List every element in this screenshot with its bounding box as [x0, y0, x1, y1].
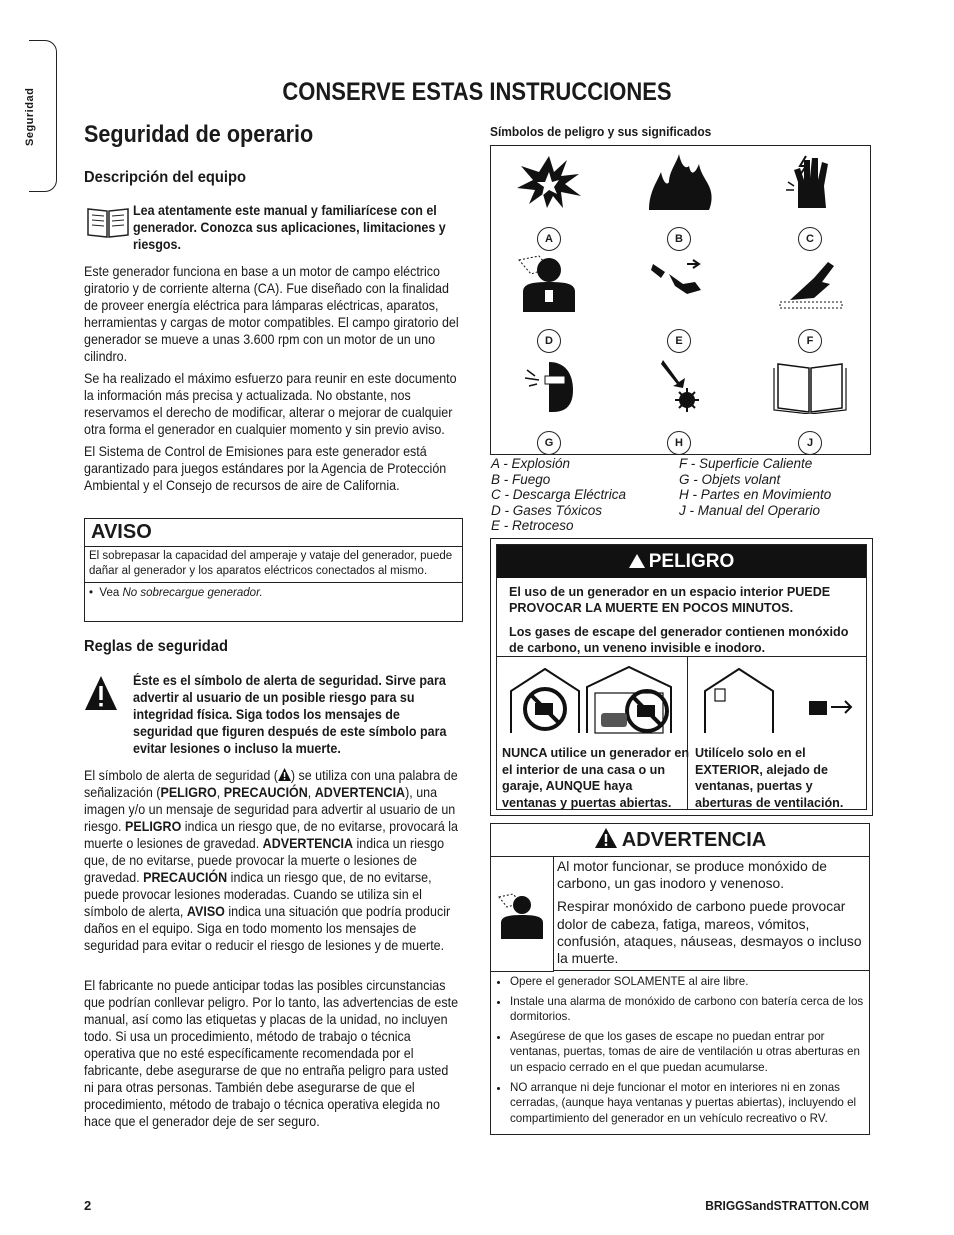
symbol-letter: J [798, 431, 822, 455]
descripcion-heading: Descripción del equipo [84, 169, 246, 186]
website: BRIGGSandSTRATTON.COM [705, 1198, 869, 1213]
peligro-line2: Los gases de escape del generador contienen monóxido de carbono, un veneno invisible e inodoro. [509, 625, 849, 655]
electric-shock-icon [770, 152, 850, 210]
peligro-title: PELIGRO [648, 551, 735, 572]
symbol-letter: C [798, 227, 822, 251]
legend-item: G - Objets volant [679, 471, 781, 487]
legend-item: H - Partes en Movimiento [679, 487, 832, 503]
flying-objects-icon [509, 356, 589, 414]
aviso-text: El sobrepasar la capacidad del amperaje y vataje del generador, puede dañar al generador y los aparatos eléctricos conectados al mismo. [85, 547, 462, 583]
signal-text: indica un riesgo que, de no evitarse, provocará la muerte o lesiones de gravedad. [84, 819, 459, 851]
legend-item: J - Manual del Operario [679, 502, 821, 518]
symbol-letter: E [667, 329, 691, 353]
signal-word-precaucion: PRECAUCIÓN [223, 785, 308, 800]
page-number: 2 [84, 1198, 92, 1213]
side-tab-label: Seguridad [24, 87, 36, 146]
symbol-f [770, 254, 850, 353]
peligro-alert-icon [629, 554, 645, 568]
symbol-b [639, 152, 719, 251]
symbol-letter: A [537, 227, 561, 251]
paragraph-3: El Sistema de Control de Emisiones para este generador está garantizado para juegos estándares por la Agencia de Protección Ambiental y el Consejo de recursos de aire de California. [84, 444, 447, 493]
advertencia-alert-icon [594, 827, 618, 849]
paragraph-1: Este generador funciona en base a un motor de campo eléctrico giratorio y de corriente alterna (CA). Fue diseñado con la finalidad de proveer energía eléctrica para lámparas eléctricas, aparatos, herramientas y cargas de motor compatibles. El campo giratorio del generador se mueve a unas 3.600 rpm con un motor de un uno cilindro. [84, 264, 459, 364]
legend-item: F - Superficie Caliente [679, 456, 813, 471]
section-title: Seguridad de operario [84, 121, 314, 148]
moving-parts-icon [639, 356, 719, 414]
paragraph-2: Se ha realizado el máximo esfuerzo para reunir en este documento la información más precisa y actualizada. No obstante, nos reservamos el derecho de modificar, alterar o mejorar de cualquier otra forma el generador en cualquier momento y sin previo aviso. [84, 371, 457, 437]
manual-note: Lea atentamente este manual y familiarícese con el generador. Conozca sus aplicaciones, limitaciones y riesgos. [133, 203, 446, 252]
symbol-h [639, 356, 719, 455]
safety-alert-inline-icon [278, 768, 291, 781]
symbol-letter: D [537, 329, 561, 353]
signal-text: indica un riesgo que, de no evitarse, puede provocar lesiones moderadas. Cuando se utiliza sin el símbolo de alerta, [84, 870, 432, 919]
legend-item: A - Explosión [491, 456, 571, 471]
advertencia-bullets [491, 974, 869, 1130]
operator-manual-icon [770, 356, 850, 414]
advertencia-text [553, 857, 869, 971]
peligro-header [497, 545, 866, 578]
aviso-bullet: • Vea No sobrecargue generador. [89, 587, 263, 599]
signal-text: indica una situación que podría producir daños en el equipo. Siga en todo momento los mensajes de seguridad para evitar o reducir el riesgo de lesiones y de muerte. [84, 904, 451, 953]
signal-word-peligro: PELIGRO [160, 785, 217, 800]
legend-right [679, 456, 831, 518]
signal-words-paragraph [84, 767, 461, 954]
symbol-e [639, 254, 719, 353]
advertencia-bullet: • NO arranque ni deje funcionar el motor en interiores ni en zonas cerradas, (aunque haya ventanas y puertas abiertas), incluyendo el compartimiento del generador en un vehículo recreativo o RV. [510, 1080, 865, 1127]
signal-word-advertencia: ADVERTENCIA [314, 785, 406, 800]
advertencia-box [490, 823, 870, 1135]
legend-item: C - Descarga Eléctrica [491, 487, 627, 503]
aviso-box [84, 518, 463, 622]
signal-word-aviso: AVISO [186, 904, 225, 919]
peligro-box [490, 538, 873, 816]
peligro-right-caption: Utilícelo solo en el EXTERIOR, alejado de ventanas, puertas y aberturas de ventilación. [695, 746, 844, 810]
indoor-prohibited-icon [507, 663, 677, 735]
explosion-icon [509, 152, 589, 210]
aviso-title: AVISO [85, 519, 462, 547]
toxic-fumes-icon [497, 893, 547, 939]
legend-left [491, 456, 626, 534]
reglas-heading: Reglas de seguridad [84, 638, 228, 655]
symbol-c [770, 152, 850, 251]
final-paragraph: El fabricante no puede anticipar todas las posibles circunstancias que podrían conllevar peligro. Por lo tanto, las advertencias de este manual, así como las etiquetas y placas de la unidad, no incluyen todo. Si usa un procedimiento, método de trabajo o técnica operativa que no esté específicamente recomendada por el fabricante, debe asegurarse de que no entraña peligro para usted ni para otras personas. También debe asegurarse de que el procedimiento, método de trabajo o técnica operativa elegida no hace que el generador deje de ser seguro. [84, 978, 459, 1129]
symbol-d [509, 254, 589, 353]
kickback-icon [639, 254, 719, 312]
safety-alert-icon [84, 674, 118, 712]
advertencia-bullet: • Instale una alarma de monóxido de carbono con batería cerca de los dormitorios. [510, 994, 865, 1025]
signal-text: ), una imagen y/o un mensaje de seguridad para advertir al usuario de un riesgo. [84, 785, 456, 834]
symbol-j [770, 356, 850, 455]
symbol-letter: B [667, 227, 691, 251]
advertencia-p1: Al motor funcionar, se produce monóxido de carbono, un gas inodoro y venenoso. [557, 859, 827, 892]
signal-word-precaucion: PRECAUCIÓN [143, 870, 228, 885]
symbol-a [509, 152, 589, 251]
hot-surface-icon [770, 254, 850, 312]
signal-word-peligro: PELIGRO [125, 819, 182, 834]
legend-item: D - Gases Tóxicos [491, 502, 603, 518]
aviso-bullet-prefix: Vea [99, 587, 123, 599]
advertencia-title: ADVERTENCIA [621, 829, 767, 851]
symbol-letter: G [537, 431, 561, 455]
signal-word-advertencia: ADVERTENCIA [262, 836, 354, 851]
symbol-letter: F [798, 329, 822, 353]
intro-paragraphs [84, 263, 461, 499]
legend-item: E - Retroceso [491, 518, 574, 534]
peligro-left-caption: NUNCA utilice un generador en el interior de una casa o un garaje, AUNQUE haya ventanas y puertas abiertas. [502, 746, 690, 810]
signal-text: indica un riesgo que, de no evitarse, puede provocar la muerte o lesiones de gravedad. [84, 836, 445, 885]
fire-icon [639, 152, 719, 210]
advertencia-p2: Respirar monóxido de carbono puede provocar dolor de cabeza, fatiga, mareos, vómitos, confusión, ataques, náuseas, desmayos o incluso la muerte. [557, 899, 862, 967]
toxic-fumes-icon [509, 254, 589, 312]
peligro-line1: El uso de un generador en un espacio interior PUEDE PROVOCAR LA MUERTE EN POCOS MINUTOS. [509, 585, 831, 615]
aviso-bullet-italic: No sobrecargue generador. [122, 587, 263, 599]
signal-text: , [216, 785, 224, 800]
advertencia-bullet: • Opere el generador SOLAMENTE al aire libre. [510, 974, 865, 990]
advertencia-header [491, 824, 869, 857]
signal-text: El símbolo de alerta de seguridad ( [84, 768, 278, 783]
symbol-g [509, 356, 589, 455]
book-icon [86, 205, 130, 239]
outdoor-use-icon [701, 663, 871, 735]
alert-note: Éste es el símbolo de alerta de seguridad. Sirve para advertir al usuario de un posible riesgo para su integridad física. Siga todos los mensajes de seguridad que figuren después de este símbolo para evitar lesiones o incluso la muerte. [133, 673, 447, 756]
symbols-grid [490, 145, 871, 455]
main-title: CONSERVE ESTAS INSTRUCCIONES [282, 78, 672, 106]
symbols-heading: Símbolos de peligro y sus significados [490, 124, 712, 139]
signal-text: ) se utiliza con una palabra de señalización ( [84, 768, 458, 800]
signal-text: , [307, 785, 315, 800]
advertencia-bullet: • Asegúrese de que los gases de escape no puedan entrar por ventanas, puertas, tomas de aire de ventilación u otras aberturas en un espacio cerrado en el que puedan acumularse. [510, 1029, 865, 1076]
legend-item: B - Fuego [491, 471, 551, 487]
symbol-letter: H [667, 431, 691, 455]
